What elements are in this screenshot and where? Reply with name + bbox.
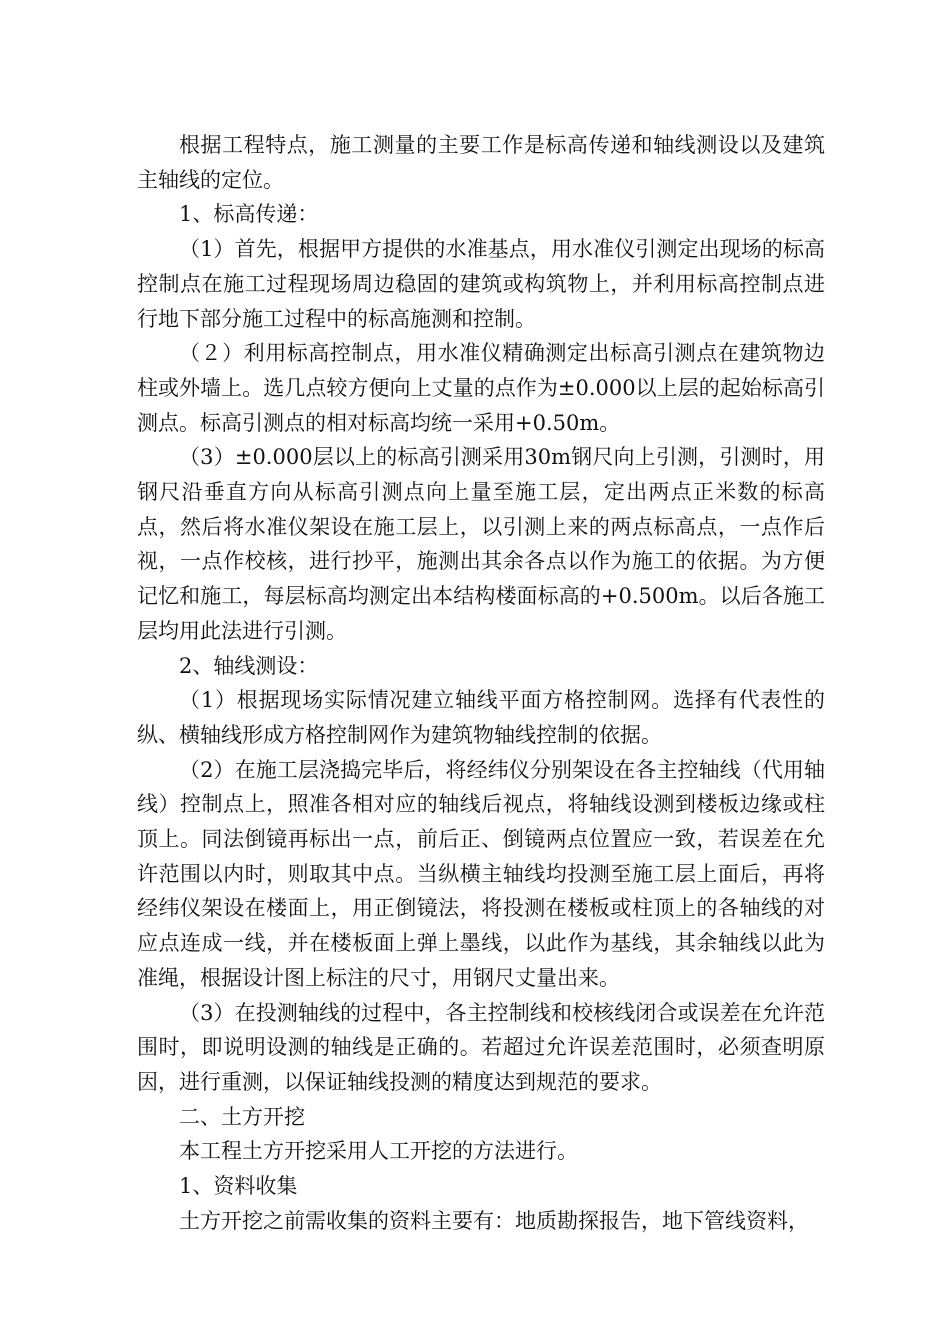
paragraph-elevation-step-3: （3）±0.000层以上的标高引测采用30m钢尺向上引测，引测时，用钢尺沿垂直方向从标高引测点向上量至施工层，定出两点正米数的标高点，然后将水准仪架设在施工层上，以引测上来的两点标高点，一点作后视，一点作校核，进行抄平，施测出其余各点以作为施工的依据。为方便记忆和施工，每层标高均测定出本结构楼面标高的+0.500m。以后各施工层均用此法进行引测。 — [137, 445, 825, 643]
paragraph-axis-step-2: （2）在施工层浇捣完毕后，将经纬仪分别架设在各主控轴线（代用轴线）控制点上，照准各相对应的轴线后视点，将轴线设测到楼板边缘或柱顶上。同法倒镜再标出一点，前后正、倒镜两点位置应一致，若误差在允许范围以内时，则取其中点。当纵横主轴线均投测至施工层上面后，再将经纬仪架设在楼面上，用正倒镜法，将投测在楼板或柱顶上的各轴线的对应点连成一线，并在楼板面上弹上墨线，以此作为基线，其余轴线以此为准绳，根据设计图上标注的尺寸，用钢尺丈量出来。 — [137, 757, 825, 990]
heading-axis-layout: 2、轴线测设： — [179, 653, 319, 678]
paragraph-elevation-step-2: （２）利用标高控制点，用水准仪精确测定出标高引测点在建筑物边柱或外墙上。选几点较方便向上丈量的点作为±0.000以上层的起始标高引测点。标高引测点的相对标高均统一采用+0.50m。 — [137, 341, 825, 435]
heading-earthwork: 二、土方开挖 — [179, 1104, 305, 1129]
document-body — [137, 128, 825, 1239]
heading-data-collection: 1、资料收集 — [179, 1174, 298, 1199]
paragraph-axis-step-3: （3）在投测轴线的过程中，各主控制线和校核线闭合或误差在允许范围时，即说明设测的轴线是正确的。若超过允许误差范围时，必须查明原因，进行重测，以保证轴线投测的精度达到规范的要求。 — [137, 1000, 825, 1094]
heading-elevation-transfer: 1、标高传递： — [179, 202, 319, 227]
paragraph-axis-step-1: （1）根据现场实际情况建立轴线平面方格控制网。选择有代表性的纵、横轴线形成方格控制网作为建筑物轴线控制的依据。 — [137, 688, 825, 747]
paragraph-data-collection: 土方开挖之前需收集的资料主要有：地质勘探报告，地下管线资料， — [179, 1208, 809, 1233]
paragraph-earthwork-method: 本工程土方开挖采用人工开挖的方法进行。 — [179, 1139, 578, 1164]
paragraph-elevation-step-1: （1）首先，根据甲方提供的水准基点，用水准仪引测定出现场的标高控制点在施工过程现场周边稳固的建筑或构筑物上，并利用标高控制点进行地下部分施工过程中的标高施测和控制。 — [137, 237, 825, 331]
paragraph-intro: 根据工程特点，施工测量的主要工作是标高传递和轴线测设以及建筑主轴线的定位。 — [137, 133, 825, 192]
